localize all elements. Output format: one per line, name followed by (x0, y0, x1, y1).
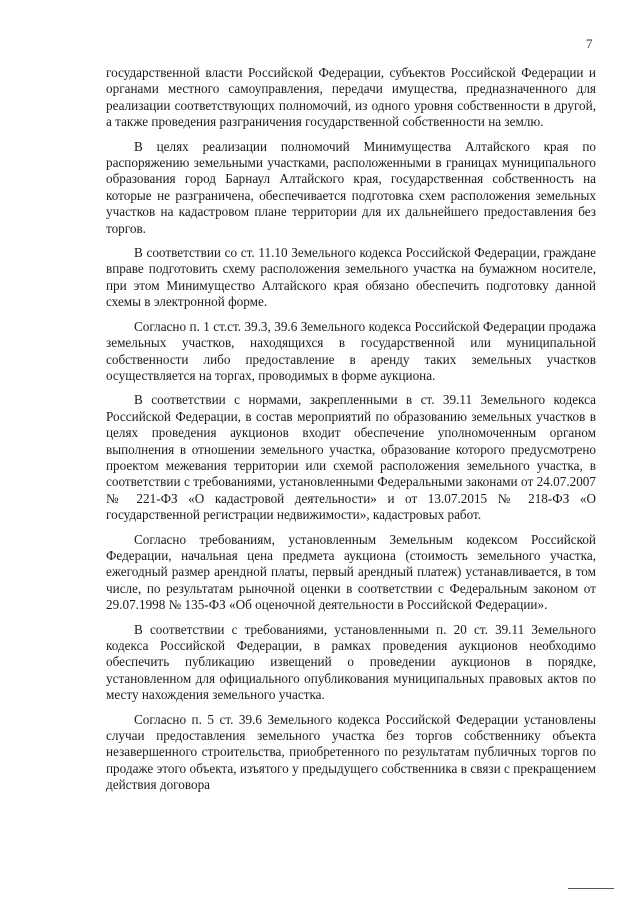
footer-rule (568, 888, 614, 889)
paragraph: Согласно п. 1 ст.ст. 39.3, 39.6 Земельного кодекса Российской Федерации продажа земельных участков, находящихся в государственной или муниципальной собственности либо предоставление в аренду таких земельных участков осуществляется на торгах, проводимых в форме аукциона. (106, 318, 596, 383)
paragraph: Согласно требованиям, установленным Земельным кодексом Российской Федерации, начальная цена предмета аукциона (стоимость земельного участка, ежегодный размер арендной платы, первый арендный платеж) устанавливается, в том числе, по результатам рыночной оценки в соответствии с Федеральным законом от 29.07.1998 № 135-ФЗ «Об оценочной деятельности в Российской Федерации». (106, 531, 596, 613)
paragraph: В соответствии с нормами, закрепленными в ст. 39.11 Земельного кодекса Российской Федерации, в состав мероприятий по образованию земельных участков в целях проведения аукционов входит обеспечение уполномоченным органом выполнения в отношении земельного участка, образование которого предусмотрено проектом межевания территории или схемой расположения земельного участка, в соответствии с требованиями, установленными Федеральными законами от 24.07.2007 № 221-ФЗ «О кадастровой деятельности» и от 13.07.2015 № 218-ФЗ «О государственной регистрации недвижимости», кадастровых работ. (106, 392, 596, 523)
paragraph-continuation: государственной власти Российской Федерации, субъектов Российской Федерации и органами местного самоуправления, передачи имущества, предназначенного для реализации соответствующих полномочий, из одного уровня собственности в другой, а также проведения разграничения государственной собственности на землю. (106, 65, 596, 130)
paragraph: В соответствии с требованиями, установленными п. 20 ст. 39.11 Земельного кодекса Российской Федерации, в рамках проведения аукционов необходимо обеспечить публикацию извещений о проведении аукционов в порядке, установленном для официального опубликования муниципальных правовых актов по месту нахождения земельного участка. (106, 621, 596, 703)
paragraph: В соответствии со ст. 11.10 Земельного кодекса Российской Федерации, граждане вправе подготовить схему расположения земельного участка на бумажном носителе, при этом Минимущество Алтайского края обязано обеспечить подготовку данной схемы в электронной форме. (106, 245, 596, 310)
paragraph: Согласно п. 5 ст. 39.6 Земельного кодекса Российской Федерации установлены случаи предоставления земельного участка без торгов собственнику объекта незавершенного строительства, приобретенного по результатам публичных торгов по продаже этого объекта, изъятого у предыдущего собственника в связи с прекращением действия договора (106, 711, 596, 793)
paragraph: В целях реализации полномочий Минимущества Алтайского края по распоряжению земельными участками, расположенными в границах муниципального образования город Барнаул Алтайского края, государственная собственность на которые не разграничена, обеспечивается подготовка схем расположения земельных участков на кадастровом плане территории для их дальнейшего предоставления без торгов. (106, 138, 596, 236)
document-body (106, 65, 596, 802)
page-number: 7 (586, 36, 593, 51)
